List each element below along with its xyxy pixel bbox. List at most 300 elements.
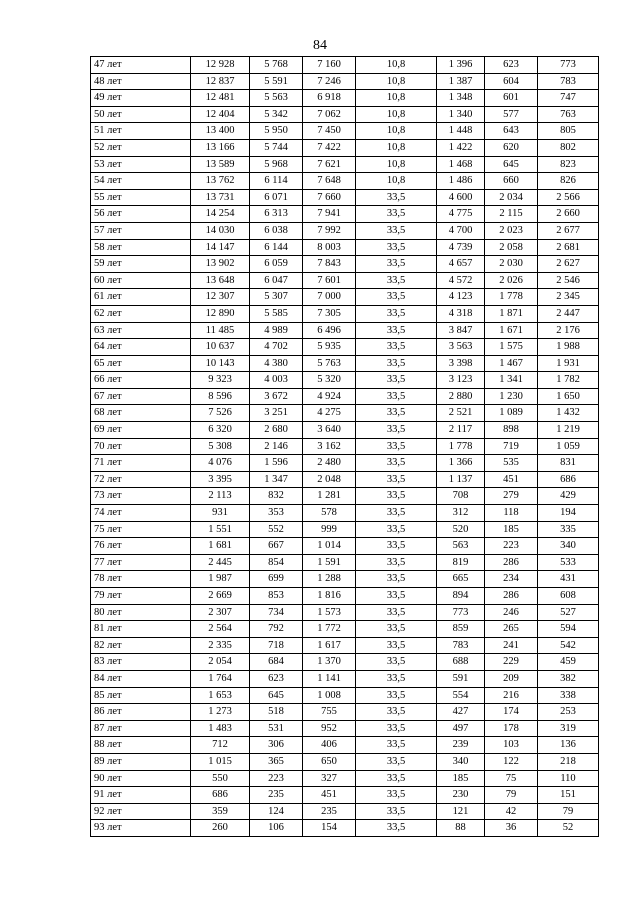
table-row [91, 388, 599, 405]
table-row [91, 222, 599, 239]
male-cell: 832 [250, 488, 303, 505]
percent-cell: 33,5 [356, 289, 437, 306]
count-male-cell: 174 [485, 704, 538, 721]
table-row [91, 405, 599, 422]
male-cell: 2 146 [250, 438, 303, 455]
count-male-cell: 246 [485, 604, 538, 621]
count-total-cell: 4 123 [437, 289, 485, 306]
count-male-cell: 601 [485, 90, 538, 107]
table-row [91, 704, 599, 721]
count-total-cell: 1 486 [437, 173, 485, 190]
count-male-cell: 2 058 [485, 239, 538, 256]
table-row [91, 305, 599, 322]
age-cell: 88 лет [91, 737, 191, 754]
total-cell: 1 015 [191, 753, 250, 770]
age-cell: 58 лет [91, 239, 191, 256]
percent-cell: 10,8 [356, 173, 437, 190]
female-cell: 6 918 [303, 90, 356, 107]
total-cell: 1 764 [191, 670, 250, 687]
age-cell: 52 лет [91, 139, 191, 156]
table-row [91, 73, 599, 90]
count-total-cell: 1 340 [437, 106, 485, 123]
age-cell: 91 лет [91, 787, 191, 804]
count-total-cell: 773 [437, 604, 485, 621]
table-row [91, 753, 599, 770]
male-cell: 6 144 [250, 239, 303, 256]
table-row [91, 438, 599, 455]
age-cell: 67 лет [91, 388, 191, 405]
count-female-cell: 2 627 [538, 256, 599, 273]
count-female-cell: 805 [538, 123, 599, 140]
table-row [91, 256, 599, 273]
female-cell: 7 843 [303, 256, 356, 273]
male-cell: 223 [250, 770, 303, 787]
count-total-cell: 3 123 [437, 372, 485, 389]
female-cell: 578 [303, 505, 356, 522]
count-male-cell: 42 [485, 803, 538, 820]
count-female-cell: 1 782 [538, 372, 599, 389]
count-total-cell: 1 422 [437, 139, 485, 156]
female-cell: 1 617 [303, 637, 356, 654]
count-female-cell: 194 [538, 505, 599, 522]
count-female-cell: 533 [538, 554, 599, 571]
male-cell: 5 744 [250, 139, 303, 156]
percent-cell: 33,5 [356, 438, 437, 455]
count-male-cell: 535 [485, 455, 538, 472]
population-table [90, 56, 599, 837]
age-cell: 77 лет [91, 554, 191, 571]
total-cell: 8 596 [191, 388, 250, 405]
total-cell: 2 669 [191, 588, 250, 605]
female-cell: 650 [303, 753, 356, 770]
table-body [91, 57, 599, 837]
table-row [91, 654, 599, 671]
total-cell: 2 335 [191, 637, 250, 654]
female-cell: 7 160 [303, 57, 356, 74]
table-row [91, 521, 599, 538]
count-female-cell: 747 [538, 90, 599, 107]
male-cell: 853 [250, 588, 303, 605]
count-male-cell: 898 [485, 422, 538, 439]
percent-cell: 10,8 [356, 73, 437, 90]
count-male-cell: 577 [485, 106, 538, 123]
percent-cell: 33,5 [356, 604, 437, 621]
table-row [91, 621, 599, 638]
male-cell: 684 [250, 654, 303, 671]
percent-cell: 33,5 [356, 787, 437, 804]
age-cell: 47 лет [91, 57, 191, 74]
female-cell: 327 [303, 770, 356, 787]
count-total-cell: 783 [437, 637, 485, 654]
total-cell: 2 113 [191, 488, 250, 505]
male-cell: 365 [250, 753, 303, 770]
percent-cell: 33,5 [356, 372, 437, 389]
table-row [91, 355, 599, 372]
total-cell: 931 [191, 505, 250, 522]
percent-cell: 33,5 [356, 588, 437, 605]
count-total-cell: 819 [437, 554, 485, 571]
count-male-cell: 241 [485, 637, 538, 654]
count-male-cell: 75 [485, 770, 538, 787]
table-row [91, 471, 599, 488]
age-cell: 72 лет [91, 471, 191, 488]
count-total-cell: 312 [437, 505, 485, 522]
table-row [91, 554, 599, 571]
female-cell: 7 992 [303, 222, 356, 239]
count-female-cell: 823 [538, 156, 599, 173]
percent-cell: 33,5 [356, 670, 437, 687]
table-row [91, 339, 599, 356]
female-cell: 999 [303, 521, 356, 538]
female-cell: 7 941 [303, 206, 356, 223]
count-male-cell: 265 [485, 621, 538, 638]
total-cell: 1 483 [191, 720, 250, 737]
percent-cell: 33,5 [356, 206, 437, 223]
percent-cell: 33,5 [356, 189, 437, 206]
age-cell: 73 лет [91, 488, 191, 505]
total-cell: 686 [191, 787, 250, 804]
percent-cell: 33,5 [356, 770, 437, 787]
percent-cell: 10,8 [356, 156, 437, 173]
table-row [91, 770, 599, 787]
age-cell: 79 лет [91, 588, 191, 605]
male-cell: 2 680 [250, 422, 303, 439]
male-cell: 6 047 [250, 272, 303, 289]
count-male-cell: 1 230 [485, 388, 538, 405]
table-row [91, 538, 599, 555]
age-cell: 84 лет [91, 670, 191, 687]
count-total-cell: 591 [437, 670, 485, 687]
count-male-cell: 719 [485, 438, 538, 455]
male-cell: 4 702 [250, 339, 303, 356]
total-cell: 2 307 [191, 604, 250, 621]
age-cell: 86 лет [91, 704, 191, 721]
male-cell: 353 [250, 505, 303, 522]
male-cell: 854 [250, 554, 303, 571]
percent-cell: 33,5 [356, 538, 437, 555]
count-female-cell: 831 [538, 455, 599, 472]
total-cell: 5 308 [191, 438, 250, 455]
count-total-cell: 665 [437, 571, 485, 588]
total-cell: 550 [191, 770, 250, 787]
male-cell: 1 596 [250, 455, 303, 472]
count-female-cell: 1 059 [538, 438, 599, 455]
count-female-cell: 686 [538, 471, 599, 488]
age-cell: 92 лет [91, 803, 191, 820]
count-total-cell: 1 778 [437, 438, 485, 455]
percent-cell: 33,5 [356, 554, 437, 571]
age-cell: 49 лет [91, 90, 191, 107]
percent-cell: 33,5 [356, 422, 437, 439]
count-female-cell: 2 660 [538, 206, 599, 223]
male-cell: 6 114 [250, 173, 303, 190]
count-male-cell: 1 341 [485, 372, 538, 389]
age-cell: 71 лет [91, 455, 191, 472]
female-cell: 5 763 [303, 355, 356, 372]
count-female-cell: 340 [538, 538, 599, 555]
count-female-cell: 527 [538, 604, 599, 621]
female-cell: 4 924 [303, 388, 356, 405]
female-cell: 1 772 [303, 621, 356, 638]
total-cell: 13 589 [191, 156, 250, 173]
count-female-cell: 594 [538, 621, 599, 638]
female-cell: 3 640 [303, 422, 356, 439]
count-total-cell: 4 572 [437, 272, 485, 289]
total-cell: 13 400 [191, 123, 250, 140]
count-male-cell: 1 089 [485, 405, 538, 422]
total-cell: 9 323 [191, 372, 250, 389]
count-total-cell: 894 [437, 588, 485, 605]
count-female-cell: 1 650 [538, 388, 599, 405]
table-row [91, 488, 599, 505]
female-cell: 5 935 [303, 339, 356, 356]
female-cell: 755 [303, 704, 356, 721]
total-cell: 10 143 [191, 355, 250, 372]
female-cell: 7 601 [303, 272, 356, 289]
female-cell: 7 062 [303, 106, 356, 123]
table-row [91, 803, 599, 820]
count-total-cell: 2 880 [437, 388, 485, 405]
male-cell: 623 [250, 670, 303, 687]
age-cell: 61 лет [91, 289, 191, 306]
count-male-cell: 2 026 [485, 272, 538, 289]
male-cell: 1 347 [250, 471, 303, 488]
percent-cell: 33,5 [356, 521, 437, 538]
age-cell: 82 лет [91, 637, 191, 654]
count-female-cell: 338 [538, 687, 599, 704]
female-cell: 5 320 [303, 372, 356, 389]
female-cell: 3 162 [303, 438, 356, 455]
count-female-cell: 136 [538, 737, 599, 754]
female-cell: 6 496 [303, 322, 356, 339]
count-female-cell: 1 988 [538, 339, 599, 356]
male-cell: 6 071 [250, 189, 303, 206]
count-total-cell: 4 318 [437, 305, 485, 322]
age-cell: 85 лет [91, 687, 191, 704]
total-cell: 1 551 [191, 521, 250, 538]
count-total-cell: 340 [437, 753, 485, 770]
table-row [91, 322, 599, 339]
male-cell: 5 342 [250, 106, 303, 123]
count-total-cell: 563 [437, 538, 485, 555]
percent-cell: 33,5 [356, 405, 437, 422]
count-female-cell: 783 [538, 73, 599, 90]
female-cell: 7 000 [303, 289, 356, 306]
count-total-cell: 3 847 [437, 322, 485, 339]
count-total-cell: 4 739 [437, 239, 485, 256]
age-cell: 69 лет [91, 422, 191, 439]
table-row [91, 57, 599, 74]
percent-cell: 33,5 [356, 239, 437, 256]
percent-cell: 33,5 [356, 571, 437, 588]
percent-cell: 10,8 [356, 139, 437, 156]
count-female-cell: 2 447 [538, 305, 599, 322]
age-cell: 81 лет [91, 621, 191, 638]
count-male-cell: 209 [485, 670, 538, 687]
female-cell: 7 305 [303, 305, 356, 322]
male-cell: 5 768 [250, 57, 303, 74]
count-total-cell: 1 387 [437, 73, 485, 90]
female-cell: 8 003 [303, 239, 356, 256]
table-row [91, 588, 599, 605]
percent-cell: 10,8 [356, 57, 437, 74]
table-row [91, 106, 599, 123]
female-cell: 7 246 [303, 73, 356, 90]
male-cell: 531 [250, 720, 303, 737]
age-cell: 48 лет [91, 73, 191, 90]
table-row [91, 604, 599, 621]
count-male-cell: 623 [485, 57, 538, 74]
male-cell: 667 [250, 538, 303, 555]
male-cell: 792 [250, 621, 303, 638]
male-cell: 4 003 [250, 372, 303, 389]
female-cell: 1 014 [303, 538, 356, 555]
count-male-cell: 1 671 [485, 322, 538, 339]
table-row [91, 737, 599, 754]
count-total-cell: 1 137 [437, 471, 485, 488]
age-cell: 87 лет [91, 720, 191, 737]
age-cell: 63 лет [91, 322, 191, 339]
female-cell: 4 275 [303, 405, 356, 422]
total-cell: 3 395 [191, 471, 250, 488]
count-total-cell: 4 700 [437, 222, 485, 239]
count-female-cell: 253 [538, 704, 599, 721]
age-cell: 75 лет [91, 521, 191, 538]
total-cell: 13 166 [191, 139, 250, 156]
age-cell: 60 лет [91, 272, 191, 289]
table-row [91, 123, 599, 140]
table-row [91, 289, 599, 306]
table-row [91, 90, 599, 107]
total-cell: 1 987 [191, 571, 250, 588]
count-female-cell: 2 566 [538, 189, 599, 206]
count-total-cell: 4 600 [437, 189, 485, 206]
count-total-cell: 427 [437, 704, 485, 721]
female-cell: 7 648 [303, 173, 356, 190]
percent-cell: 33,5 [356, 222, 437, 239]
male-cell: 5 968 [250, 156, 303, 173]
percent-cell: 33,5 [356, 272, 437, 289]
count-male-cell: 604 [485, 73, 538, 90]
percent-cell: 33,5 [356, 820, 437, 837]
count-male-cell: 103 [485, 737, 538, 754]
female-cell: 1 281 [303, 488, 356, 505]
female-cell: 7 450 [303, 123, 356, 140]
female-cell: 2 048 [303, 471, 356, 488]
percent-cell: 10,8 [356, 90, 437, 107]
percent-cell: 33,5 [356, 753, 437, 770]
age-cell: 64 лет [91, 339, 191, 356]
count-male-cell: 1 467 [485, 355, 538, 372]
percent-cell: 33,5 [356, 621, 437, 638]
age-cell: 51 лет [91, 123, 191, 140]
count-female-cell: 335 [538, 521, 599, 538]
percent-cell: 33,5 [356, 305, 437, 322]
table-row [91, 206, 599, 223]
total-cell: 14 147 [191, 239, 250, 256]
count-female-cell: 608 [538, 588, 599, 605]
count-total-cell: 2 521 [437, 405, 485, 422]
male-cell: 699 [250, 571, 303, 588]
total-cell: 2 445 [191, 554, 250, 571]
age-cell: 62 лет [91, 305, 191, 322]
table-row [91, 571, 599, 588]
table-row [91, 239, 599, 256]
age-cell: 93 лет [91, 820, 191, 837]
count-male-cell: 178 [485, 720, 538, 737]
total-cell: 12 890 [191, 305, 250, 322]
female-cell: 2 480 [303, 455, 356, 472]
count-total-cell: 3 563 [437, 339, 485, 356]
percent-cell: 33,5 [356, 687, 437, 704]
total-cell: 1 653 [191, 687, 250, 704]
total-cell: 1 681 [191, 538, 250, 555]
table-row [91, 637, 599, 654]
male-cell: 5 585 [250, 305, 303, 322]
table-row [91, 173, 599, 190]
total-cell: 6 320 [191, 422, 250, 439]
count-female-cell: 2 345 [538, 289, 599, 306]
count-total-cell: 1 366 [437, 455, 485, 472]
male-cell: 3 672 [250, 388, 303, 405]
count-total-cell: 2 117 [437, 422, 485, 439]
count-female-cell: 802 [538, 139, 599, 156]
table-row [91, 820, 599, 837]
female-cell: 1 370 [303, 654, 356, 671]
male-cell: 4 380 [250, 355, 303, 372]
percent-cell: 33,5 [356, 322, 437, 339]
table-row [91, 139, 599, 156]
count-total-cell: 1 348 [437, 90, 485, 107]
percent-cell: 33,5 [356, 455, 437, 472]
age-cell: 53 лет [91, 156, 191, 173]
female-cell: 154 [303, 820, 356, 837]
percent-cell: 33,5 [356, 803, 437, 820]
count-male-cell: 620 [485, 139, 538, 156]
count-female-cell: 2 677 [538, 222, 599, 239]
age-cell: 65 лет [91, 355, 191, 372]
count-total-cell: 88 [437, 820, 485, 837]
percent-cell: 33,5 [356, 720, 437, 737]
table-row [91, 787, 599, 804]
count-female-cell: 1 219 [538, 422, 599, 439]
male-cell: 6 038 [250, 222, 303, 239]
table-row [91, 720, 599, 737]
count-male-cell: 1 778 [485, 289, 538, 306]
age-cell: 56 лет [91, 206, 191, 223]
male-cell: 4 989 [250, 322, 303, 339]
total-cell: 10 637 [191, 339, 250, 356]
male-cell: 5 563 [250, 90, 303, 107]
count-total-cell: 1 396 [437, 57, 485, 74]
female-cell: 1 573 [303, 604, 356, 621]
female-cell: 1 591 [303, 554, 356, 571]
male-cell: 718 [250, 637, 303, 654]
male-cell: 5 950 [250, 123, 303, 140]
count-female-cell: 319 [538, 720, 599, 737]
count-male-cell: 223 [485, 538, 538, 555]
percent-cell: 33,5 [356, 704, 437, 721]
percent-cell: 10,8 [356, 123, 437, 140]
count-female-cell: 382 [538, 670, 599, 687]
total-cell: 14 254 [191, 206, 250, 223]
table-row [91, 455, 599, 472]
male-cell: 106 [250, 820, 303, 837]
count-male-cell: 279 [485, 488, 538, 505]
age-cell: 55 лет [91, 189, 191, 206]
total-cell: 13 731 [191, 189, 250, 206]
count-male-cell: 660 [485, 173, 538, 190]
